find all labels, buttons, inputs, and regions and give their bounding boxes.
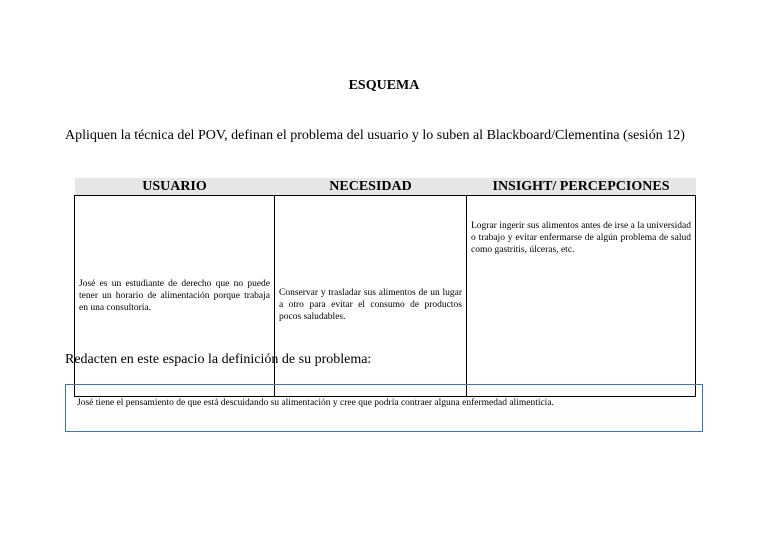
header-usuario: USUARIO (75, 178, 275, 196)
problem-prompt: Redacten en este espacio la definición de su problema: (65, 352, 372, 367)
pov-table-header-row (75, 178, 696, 196)
document-title: ESQUEMA (348, 78, 420, 93)
cell-insight: Lograr ingerir sus alimentos antes de irse a la universidad o trabajo y evitar enfermarse de algún problema de salud como gastritis, úlceras, etc. (467, 196, 696, 397)
cell-necesidad: Conservar y trasladar sus alimentos de un lugar a otro para evitar el consumo de productos pocos saludables. (275, 196, 467, 397)
answer-box (65, 384, 703, 432)
instructions-text: Apliquen la técnica del POV, definan el problema del usuario y lo suben al Blackboard/Clementina (sesión 12) (65, 128, 685, 143)
cell-usuario: José es un estudiante de derecho que no puede tener un horario de alimentación porque trabaja en una consultoría. (75, 196, 275, 397)
header-necesidad: NECESIDAD (275, 178, 467, 196)
header-insight: INSIGHT/ PERCEPCIONES (467, 178, 696, 196)
answer-text: José tiene el pensamiento de que está descuidando su alimentación y cree que podría contraer alguna enfermedad alimenticia. (77, 398, 554, 408)
